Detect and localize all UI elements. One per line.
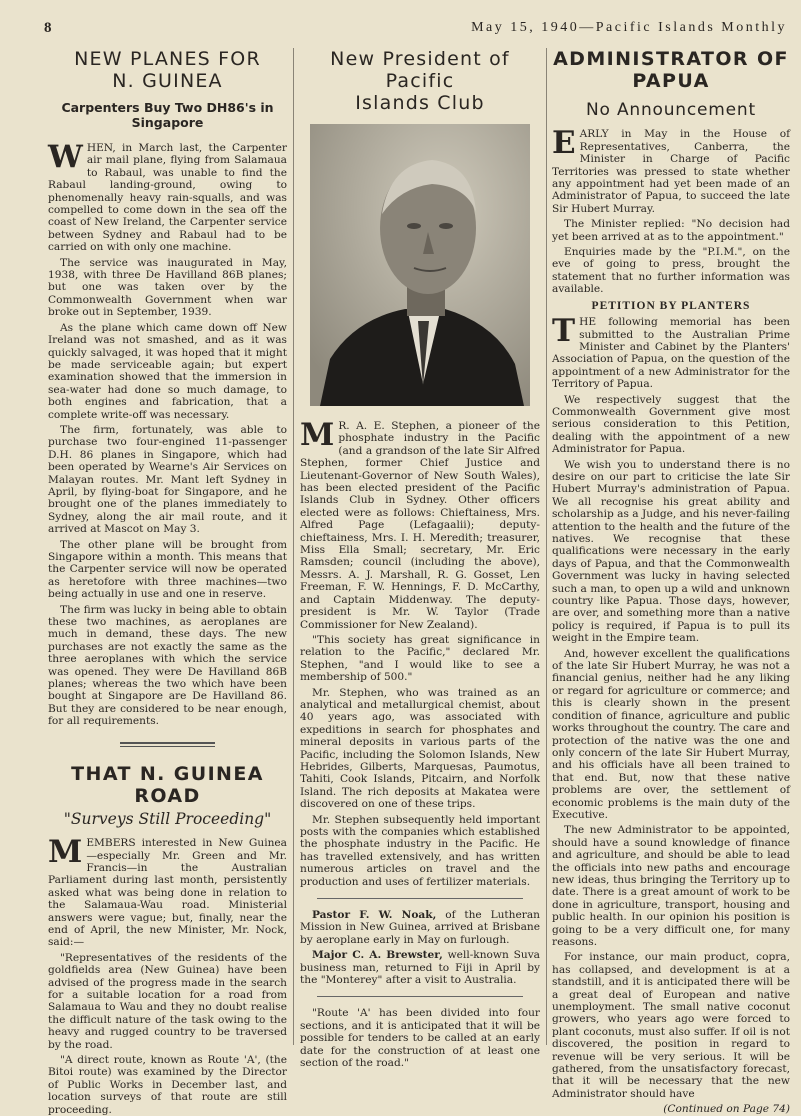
paragraph: The Minister replied: "No decision had yet been arrived at as to the appointment." [552,218,790,243]
paragraph: Mr. Stephen, who was trained as an analytical and metallurgical chemist, about 40 years ago, was associated with expeditions in search for phosphates and mineral deposits in various parts of the Pacific, including the Solomon Islands, New Hebrides, Gilberts, Marquesas, Paumotus, Tahiti, Cook Islands, Pitcairn, and Norfolk Island. The rich deposits at Makatea were discovered on one of these trips. [300,686,540,811]
section-divider [120,742,216,747]
headline-line: N. GUINEA [112,70,223,92]
paragraph-text: of the Lutheran Mission in New Guinea, arrived at Brisbane by aeroplane early in May on furlough. [300,909,540,946]
paragraph: "This society has great significance in relation to the Pacific," declared Mr. Stephen, "and I would like to see a membership of 500." [300,633,540,684]
paragraph: The firm was lucky in being able to obtain these two machines, as aeroplanes are much in demand, these days. The new purchases are not exactly the same as the three aeroplanes with which the service was opened. They were De Havilland 86B planes; whereas the two which have been bought at Singapore are De Havilland 86. But they are considered to be near enough, for all requirements. [48,603,287,728]
section-heading: PETITION BY PLANTERS [591,299,751,312]
continued-note: (Continued on Page 74) [663,1103,790,1116]
section-divider [317,898,523,899]
person-name: Major C. A. Brewster, [312,949,443,962]
section-divider [317,996,523,997]
paragraph-text: HEN, in March last, the Carpenter air mail plane, flying from Salamaua to Rabaul, was unable to find the Rabaul landing-ground, owing to phenomenally heavy rain-squalls, and was compelled to come down in the sea off the coast of New Ireland, the Carpenter service between Sydney and Rabaul had to be carried on with only one machine. [48,142,287,254]
paragraph-text: EMBERS interested in New Guinea —especially Mr. Green and Mr. Francis—in the Australian Parliament during last month, persistently asked what was being done in relation to the Salamaua-Wau road. Ministerial answers were vague; but, finally, near the end of April, the new Minister, Mr. Nock, said:— [48,837,287,949]
paragraph: The new Administrator to be appointed, should have a sound knowledge of finance and agriculture, and should be able to lead the officials into new paths and encourage new ideas, thus bringing the Territory up to date. There is a great amount of work to be done in agriculture, transport, housing and public health. In our opinion his position is going to be a very difficult one, for many reasons. [552,824,790,948]
drop-cap: M [300,417,335,453]
paragraph: For instance, our main product, copra, has collapsed, and development is at a standstill, and it is anticipated there will be a great deal of European and native unemployment. The small native coconut growers, who years ago were forced to plant coconuts, must also suffer. If oil is not discovered, the position in regard to revenue will be very serious. It will be gathered, from the unsatisfactory forecast, that it will be necessary that the new Administrator should have [552,951,790,1100]
paragraph: We respectively suggest that the Commonwealth Government give most serious consideration to this Petition, dealing with the appointment of a new Administrator for Papua. [552,393,790,456]
page-header [0,18,801,38]
paragraph: The service was inaugurated in May, 1938, with three De Havilland 86B planes; but one was taken over by the Commonwealth Government when war broke out in September, 1939. [48,256,287,319]
column-divider [546,48,547,1045]
person-name: Pastor F. W. Noak, [312,909,437,922]
paragraph [300,417,540,631]
headline-line: PAPUA [632,70,710,92]
paragraph: "Representatives of the residents of the goldfields area (New Guinea) have been advised of the progress made in the search for a suitable location for a road from Salamaua to Wau and they no doubt realise the difficult nature of the task owing to the heavy and rugged country to be traversed by the road. [48,951,287,1051]
paragraph [300,909,540,946]
paragraph-text: R. A. E. Stephen, a pioneer of the phosphate industry in the Pacific (and a grandson of the late Sir Alfred Stephen, former Chief Justice and Lieutenant-Governor of New South Wales), has been elected president of the Pacific Islands Club in Sydney. Other officers elected were as follows: Chieftainess, Mrs. Alfred Page (Lefagaalii); deputy-chieftainess, Mrs. I. H. Meredith; treasurer, Miss Ella Small; secretary, Mr. Eric Ramsden; council (including the above), Messrs. A. J. Marshall, R. G. Gosset, Len Freeman, F. W. Hennings, F. D. McCarthy, and Captain Middenway. The deputy-president is Mr. W. Taylor (Trade Commissioner for New Zealand). [300,420,540,631]
drop-cap: M [48,834,83,871]
column-right [552,48,790,1116]
subheadline: Carpenters Buy Two DH86's in Singapore [61,100,274,130]
paragraph [300,949,540,986]
subheadline: "Surveys Still Proceeding" [63,809,272,828]
headline-club-president [300,48,540,114]
paragraph: The other plane will be brought from Singapore within a month. This means that the Carpenter service will now be operated as heretofore with three machines—two being actually in use and one in reserve. [48,538,287,601]
running-title: May 15, 1940—Pacific Islands Monthly [471,20,787,35]
paragraph [552,313,790,391]
paragraph-text: HE following memorial has been submitted to the Australian Prime Minister and Cabinet by the Planters' Association of Papua, on the question of the appointment of a new Administrator for the Territory of Papua. [552,316,790,391]
headline-new-planes [48,48,287,92]
headline-administrator [552,48,790,92]
headline-guinea-road [48,763,287,807]
paragraph [552,125,790,215]
headline-line: New President of Pacific [330,48,510,92]
paragraph-text: well-known Suva business man, returned to Fiji in April by the "Monterey" after a visit to Australia. [300,949,540,987]
paragraph: Enquiries made by the "P.I.M.", on the eve of going to press, brought the statement that no further information was available. [552,246,790,296]
headline-line: THAT N. GUINEA [71,762,264,785]
paragraph: "A direct route, known as Route 'A', (the Bitoi route) was examined by the Director of Public Works in December last, and location surveys of that route are still proceeding. [48,1054,287,1116]
portrait-photo [310,124,530,406]
paragraph: The firm, fortunately, was able to purchase two four-engined 11-passenger D.H. 86 planes in Singapore, which had been operated by Wearne's Air Services on Malayan routes. Mr. Mant left Sydney in April, by flying-boat for Singapore, and he brought one of the planes immediately to Sydney, along the air mail route, and it arrived at Mascot on May 3. [48,423,287,536]
paragraph: "Route 'A' has been divided into four sections, and it is anticipated that it will be possible for tenders to be called at an early date for the construction of at least one section of the road." [300,1007,540,1070]
paragraph-text: ARLY in May in the House of Representatives, Canberra, the Minister in Charge of Pacific Territories was pressed to state whether any appointment had yet been made of an Administrator of Papua, to succeed the late Sir Hubert Murray. [552,128,790,215]
page-number: 8 [44,20,52,36]
paragraph: We wish you to understand there is no desire on our part to criticise the late Sir Hubert Murray's administration of Papua. We all recognise his great ability and scholarship as a Judge, and his never-failing attention to the health and the future of the natives. We recognise that these qualifications were necessary in the early days of Papua, and that the Commonwealth Government was lucky in having selected such a man, to open up a wild and unknown country like Papua. Those days, however, are over, and something more than a native policy is required, if Papua is to pull its weight in the Empire team. [552,458,790,645]
paragraph: And, however excellent the qualifications of the late Sir Hubert Murray, he was not a financial genius, neither had he any liking or regard for agriculture or commerce; and this is clearly shown in the present condition of finance, agriculture and public works throughout the country. The care and protection of the native was the one and only concern of the late Sir Hubert Murray, and his officials have all been trained to that end. But, now that these native problems are over, the settlement of economic problems is the main duty of the Executive. [552,647,790,821]
drop-cap: E [552,125,576,162]
paragraph: Mr. Stephen subsequently held important posts with the companies which established the phosphate industry in the Pacific. He has travelled extensively, and has written numerous articles on travel and the production and uses of fertilizer materials. [300,813,540,888]
subheadline: No Announcement [586,100,756,120]
headline-line: Islands Club [355,92,485,114]
column-left [48,48,287,1116]
drop-cap: W [48,139,83,175]
drop-cap: T [552,313,576,350]
paragraph: As the plane which came down off New Ireland was not smashed, and as it was quickly salvaged, it was hoped that it might be made serviceable again; but expert examination showed that the immersion in sea-water had done so much damage, to both engines and fabrication, that a complete write-off was necessary. [48,321,287,421]
headline-line: ROAD [134,784,201,807]
paragraph [48,834,287,949]
paragraph [48,139,287,254]
column-middle [300,48,540,1070]
headline-line: ADMINISTRATOR OF [553,48,789,70]
headline-line: NEW PLANES FOR [74,48,261,70]
column-divider [293,48,294,1045]
